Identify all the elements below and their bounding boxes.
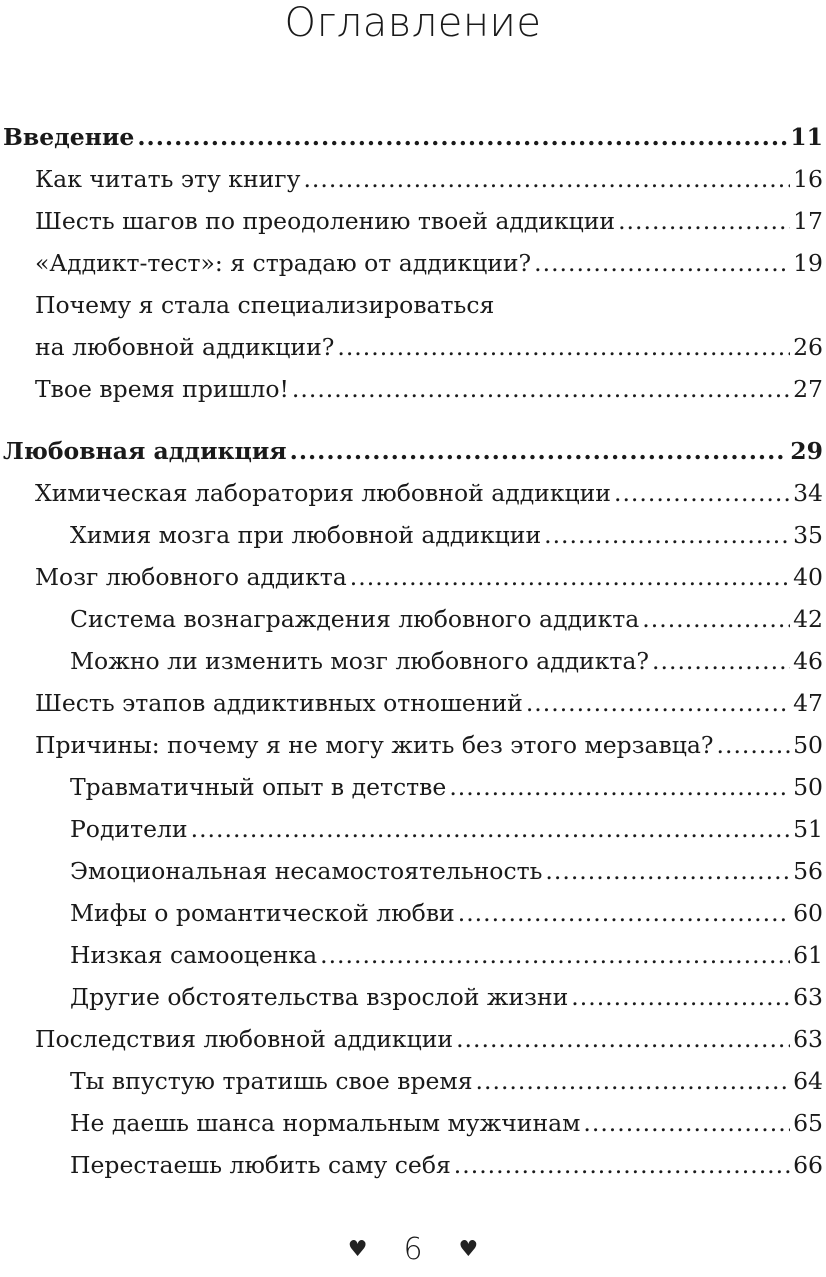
toc-entry[interactable]	[0, 1060, 826, 1102]
toc-entry[interactable]	[0, 682, 826, 724]
dot-leader	[544, 514, 790, 556]
page-number: 6	[403, 1232, 423, 1267]
dot-leader	[320, 934, 790, 976]
toc-entry-page: 46	[793, 647, 823, 675]
toc-entry[interactable]	[0, 200, 826, 242]
dot-leader	[137, 116, 787, 158]
toc-entry-label: Причины: почему я не могу жить без этого мерзавца?	[35, 731, 714, 759]
toc-entry-label: Можно ли изменить мозг любовного аддикта?	[70, 647, 650, 675]
dot-leader	[476, 1060, 791, 1102]
toc-entry-label: Последствия любовной аддикции	[35, 1025, 454, 1053]
dot-leader	[337, 326, 790, 368]
toc-entry-label: Другие обстоятельства взрослой жизни	[70, 983, 569, 1011]
toc-entry-label: Травматичный опыт в детстве	[70, 773, 447, 801]
toc-entry-page: 65	[793, 1109, 823, 1137]
toc-entry-page: 63	[793, 1025, 823, 1053]
toc-entry-page: 16	[793, 165, 823, 193]
toc-entry-page: 50	[793, 773, 823, 801]
toc-entry[interactable]	[0, 1102, 826, 1144]
toc-entry-label: Введение	[3, 123, 135, 151]
toc-entry[interactable]	[0, 808, 826, 850]
toc-entry-label: Мифы о романтической любви	[70, 899, 455, 927]
toc-entry-page: 64	[793, 1067, 823, 1095]
toc-entry[interactable]	[0, 934, 826, 976]
toc-entry-label: Ты впустую тратишь свое время	[70, 1067, 473, 1095]
dot-leader	[614, 472, 790, 514]
toc-entry-label: Эмоциональная несамостоятельность	[70, 857, 543, 885]
toc-entry[interactable]	[0, 242, 826, 284]
toc-entry-page: 42	[793, 605, 823, 633]
toc-entry[interactable]	[0, 976, 826, 1018]
toc-entry-page: 61	[793, 941, 823, 969]
toc-entry-label: Система вознаграждения любовного аддикта	[70, 605, 640, 633]
toc-entry-label: Мозг любовного аддикта	[35, 563, 347, 591]
dot-leader	[454, 1144, 790, 1186]
toc-entry[interactable]	[0, 158, 826, 200]
dot-leader	[642, 598, 790, 640]
dot-leader	[583, 1102, 790, 1144]
toc-entry-page: 47	[793, 689, 823, 717]
toc-entry[interactable]	[0, 1018, 826, 1060]
toc-entry-label: Не даешь шанса нормальным мужчинам	[70, 1109, 581, 1137]
toc-entry[interactable]	[0, 556, 826, 598]
table-of-contents	[0, 116, 826, 1186]
toc-entry-page: 17	[793, 207, 823, 235]
dot-leader	[652, 640, 790, 682]
toc-entry-label: Перестаешь любить саму себя	[70, 1151, 451, 1179]
dot-leader	[449, 766, 790, 808]
toc-entry[interactable]	[0, 640, 826, 682]
toc-entry-page: 29	[790, 437, 823, 465]
toc-entry-label: Почему я стала специализироваться	[35, 291, 495, 319]
toc-entry-label: Химия мозга при любовной аддикции	[70, 521, 542, 549]
toc-entry-label: Любовная аддикция	[3, 437, 287, 465]
toc-entry[interactable]	[0, 472, 826, 514]
toc-entry[interactable]	[0, 1144, 826, 1186]
dot-leader	[290, 430, 788, 472]
toc-entry-page: 27	[793, 375, 823, 403]
toc-entry-page: 63	[793, 983, 823, 1011]
toc-entry-page: 51	[793, 815, 823, 843]
toc-entry[interactable]	[0, 892, 826, 934]
page-footer	[0, 1232, 826, 1267]
dot-leader	[717, 724, 791, 766]
toc-entry-label: Химическая лаборатория любовной аддикции	[35, 479, 611, 507]
dot-leader	[292, 368, 790, 410]
toc-entry-page: 11	[790, 123, 823, 151]
toc-entry-page: 26	[793, 333, 823, 361]
toc-entry-label: Твое время пришло!	[35, 375, 289, 403]
heart-icon: ♥	[458, 1237, 479, 1262]
dot-leader	[618, 200, 790, 242]
toc-entry-page: 19	[793, 249, 823, 277]
toc-entry[interactable]	[0, 514, 826, 556]
toc-entry-wrapped-line[interactable]	[0, 284, 826, 326]
dot-leader	[526, 682, 790, 724]
dot-leader	[458, 892, 790, 934]
toc-entry-page: 66	[793, 1151, 823, 1179]
toc-entry-page: 40	[793, 563, 823, 591]
toc-entry-love-addiction[interactable]	[0, 430, 826, 472]
toc-entry[interactable]	[0, 598, 826, 640]
toc-entry[interactable]	[0, 368, 826, 410]
toc-entry[interactable]	[0, 850, 826, 892]
dot-leader	[571, 976, 790, 1018]
toc-entry-page: 56	[793, 857, 823, 885]
toc-entry[interactable]	[0, 326, 826, 368]
toc-entry-page: 50	[793, 731, 823, 759]
toc-entry-page: 60	[793, 899, 823, 927]
toc-entry-label: Шесть шагов по преодолению твоей аддикции	[35, 207, 616, 235]
dot-leader	[350, 556, 790, 598]
page-title: Оглавление	[284, 0, 542, 46]
toc-entry-label: на любовной аддикции?	[35, 333, 335, 361]
heart-icon: ♥	[347, 1237, 368, 1262]
toc-entry-label: «Аддикт-тест»: я страдаю от аддикции?	[35, 249, 532, 277]
toc-entry-page: 35	[793, 521, 823, 549]
dot-leader	[191, 808, 791, 850]
toc-entry-page: 34	[793, 479, 823, 507]
dot-leader	[303, 158, 790, 200]
dot-leader	[545, 850, 790, 892]
toc-entry-label: Родители	[70, 815, 188, 843]
dot-leader	[456, 1018, 790, 1060]
toc-entry-introduction[interactable]	[0, 116, 826, 158]
toc-entry-label: Низкая самооценка	[70, 941, 318, 969]
toc-entry-label: Как читать эту книгу	[35, 165, 301, 193]
toc-entry-label: Шесть этапов аддиктивных отношений	[35, 689, 523, 717]
toc-entry[interactable]	[0, 724, 826, 766]
toc-entry[interactable]	[0, 766, 826, 808]
dot-leader	[534, 242, 790, 284]
